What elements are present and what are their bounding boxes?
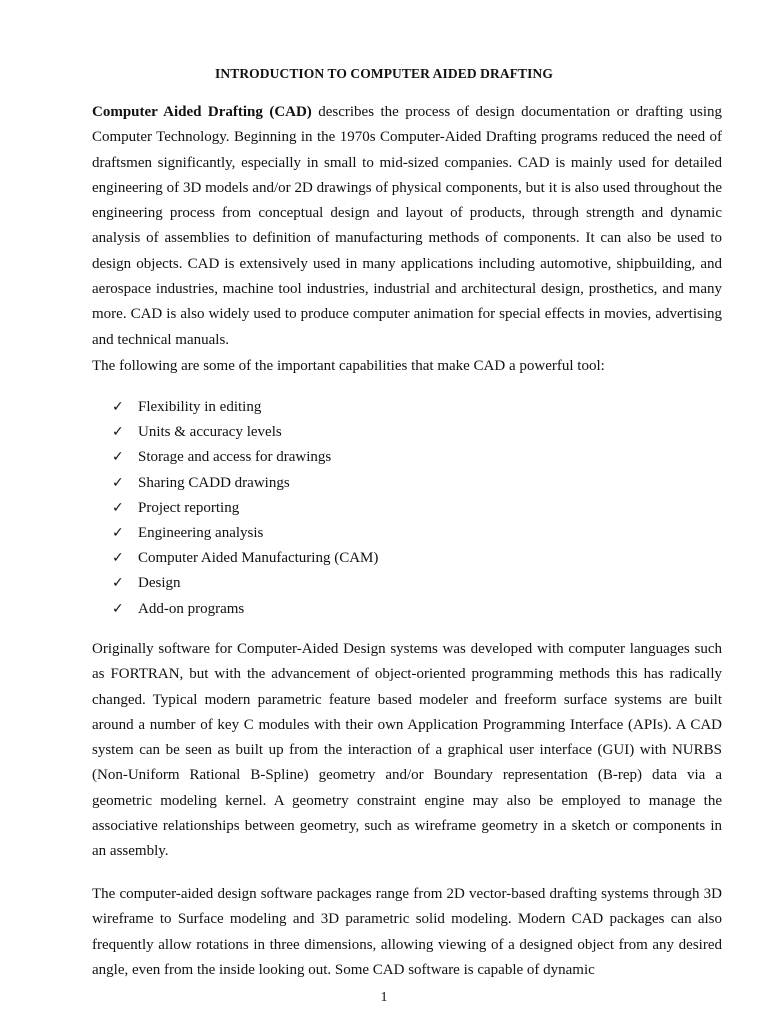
capability-list-item (112, 420, 378, 445)
checkmark-icon: ✓ (112, 550, 124, 567)
checkmark-icon: ✓ (112, 524, 124, 541)
intro-text: describes the process of design documentation or drafting using Computer Technology. Beginning in the 1970s Computer-Aided Drafting programs reduced the need of draftsmen significantly, especially in small to mid-sized companies. CAD is mainly used for detailed engineering of 3D models and/or 2D drawings of physical components, but it is also used throughout the engineering process from conceptual design and layout of products, through strength and dynamic analysis of assemblies to definition of manufacturing methods of components. It can also be used to design objects. CAD is extensively used in many applications including automotive, shipbuilding, and aerospace industries, machine tool industries, industrial and architectural design, prosthetics, and many more. CAD is also widely used to produce computer animation for special effects in movies, advertising and technical manuals. (92, 104, 723, 348)
capability-label: Project reporting (138, 499, 240, 516)
capability-list-item (112, 496, 378, 521)
capabilities-lead-in: The following are some of the important capabilities that make CAD a powerful tool: (92, 358, 605, 374)
capability-label: Computer Aided Manufacturing (CAM) (138, 550, 379, 567)
software-history-paragraph: Originally software for Computer-Aided Design systems was developed with computer languages such as FORTRAN, but with the advancement of object-oriented programming methods this has radically changed. Typical modern parametric feature based modeler and freeform surface systems are built around a number of key C modules with their own Application Programming Interface (APIs). A CAD system can be seen as built up from the interaction of a graphical user interface (GUI) with NURBS (Non-Uniform Rational B-Spline) geometry and/or Boundary representation (B-rep) data via a geometric modeling kernel. A geometry constraint engine may also be employed to manage the associative relationships between geometry, such as wireframe geometry in a sketch or components in an assembly. (92, 641, 722, 860)
checkmark-icon: ✓ (112, 499, 124, 516)
capability-label: Sharing CADD drawings (138, 474, 290, 491)
capability-list-item (112, 445, 378, 470)
capability-label: Flexibility in editing (138, 399, 262, 415)
capability-list-item (112, 395, 378, 420)
checkmark-icon: ✓ (112, 424, 124, 441)
page-number: 1 (380, 990, 388, 1005)
intro-term: Computer Aided Drafting (CAD) (92, 104, 312, 120)
page-title: INTRODUCTION TO COMPUTER AIDED DRAFTING (215, 66, 553, 81)
capability-list-item (112, 571, 378, 596)
capability-list-item (112, 546, 378, 571)
checkmark-icon: ✓ (112, 399, 124, 415)
capability-list-item (112, 597, 378, 622)
checkmark-icon: ✓ (112, 575, 124, 592)
capability-list-item (112, 471, 378, 496)
checkmark-icon: ✓ (112, 600, 124, 617)
capability-label: Storage and access for drawings (138, 449, 332, 466)
checkmark-icon: ✓ (112, 449, 124, 466)
checkmark-icon: ✓ (112, 474, 124, 491)
intro-paragraph (92, 100, 722, 353)
capability-label: Add-on programs (138, 600, 245, 617)
capability-label: Engineering analysis (138, 524, 264, 541)
capability-label: Design (138, 575, 181, 592)
capability-list-item (112, 521, 378, 546)
software-packages-paragraph: The computer-aided design software packages range from 2D vector-based drafting systems through 3D wireframe to Surface modeling and 3D parametric solid modeling. Modern CAD packages can also frequently allow rotations in three dimensions, allowing viewing of a designed object from any desired angle, even from the inside looking out. Some CAD software is capable of dynamic (92, 886, 722, 978)
capability-label: Units & accuracy levels (138, 424, 282, 441)
capabilities-list (112, 395, 378, 622)
